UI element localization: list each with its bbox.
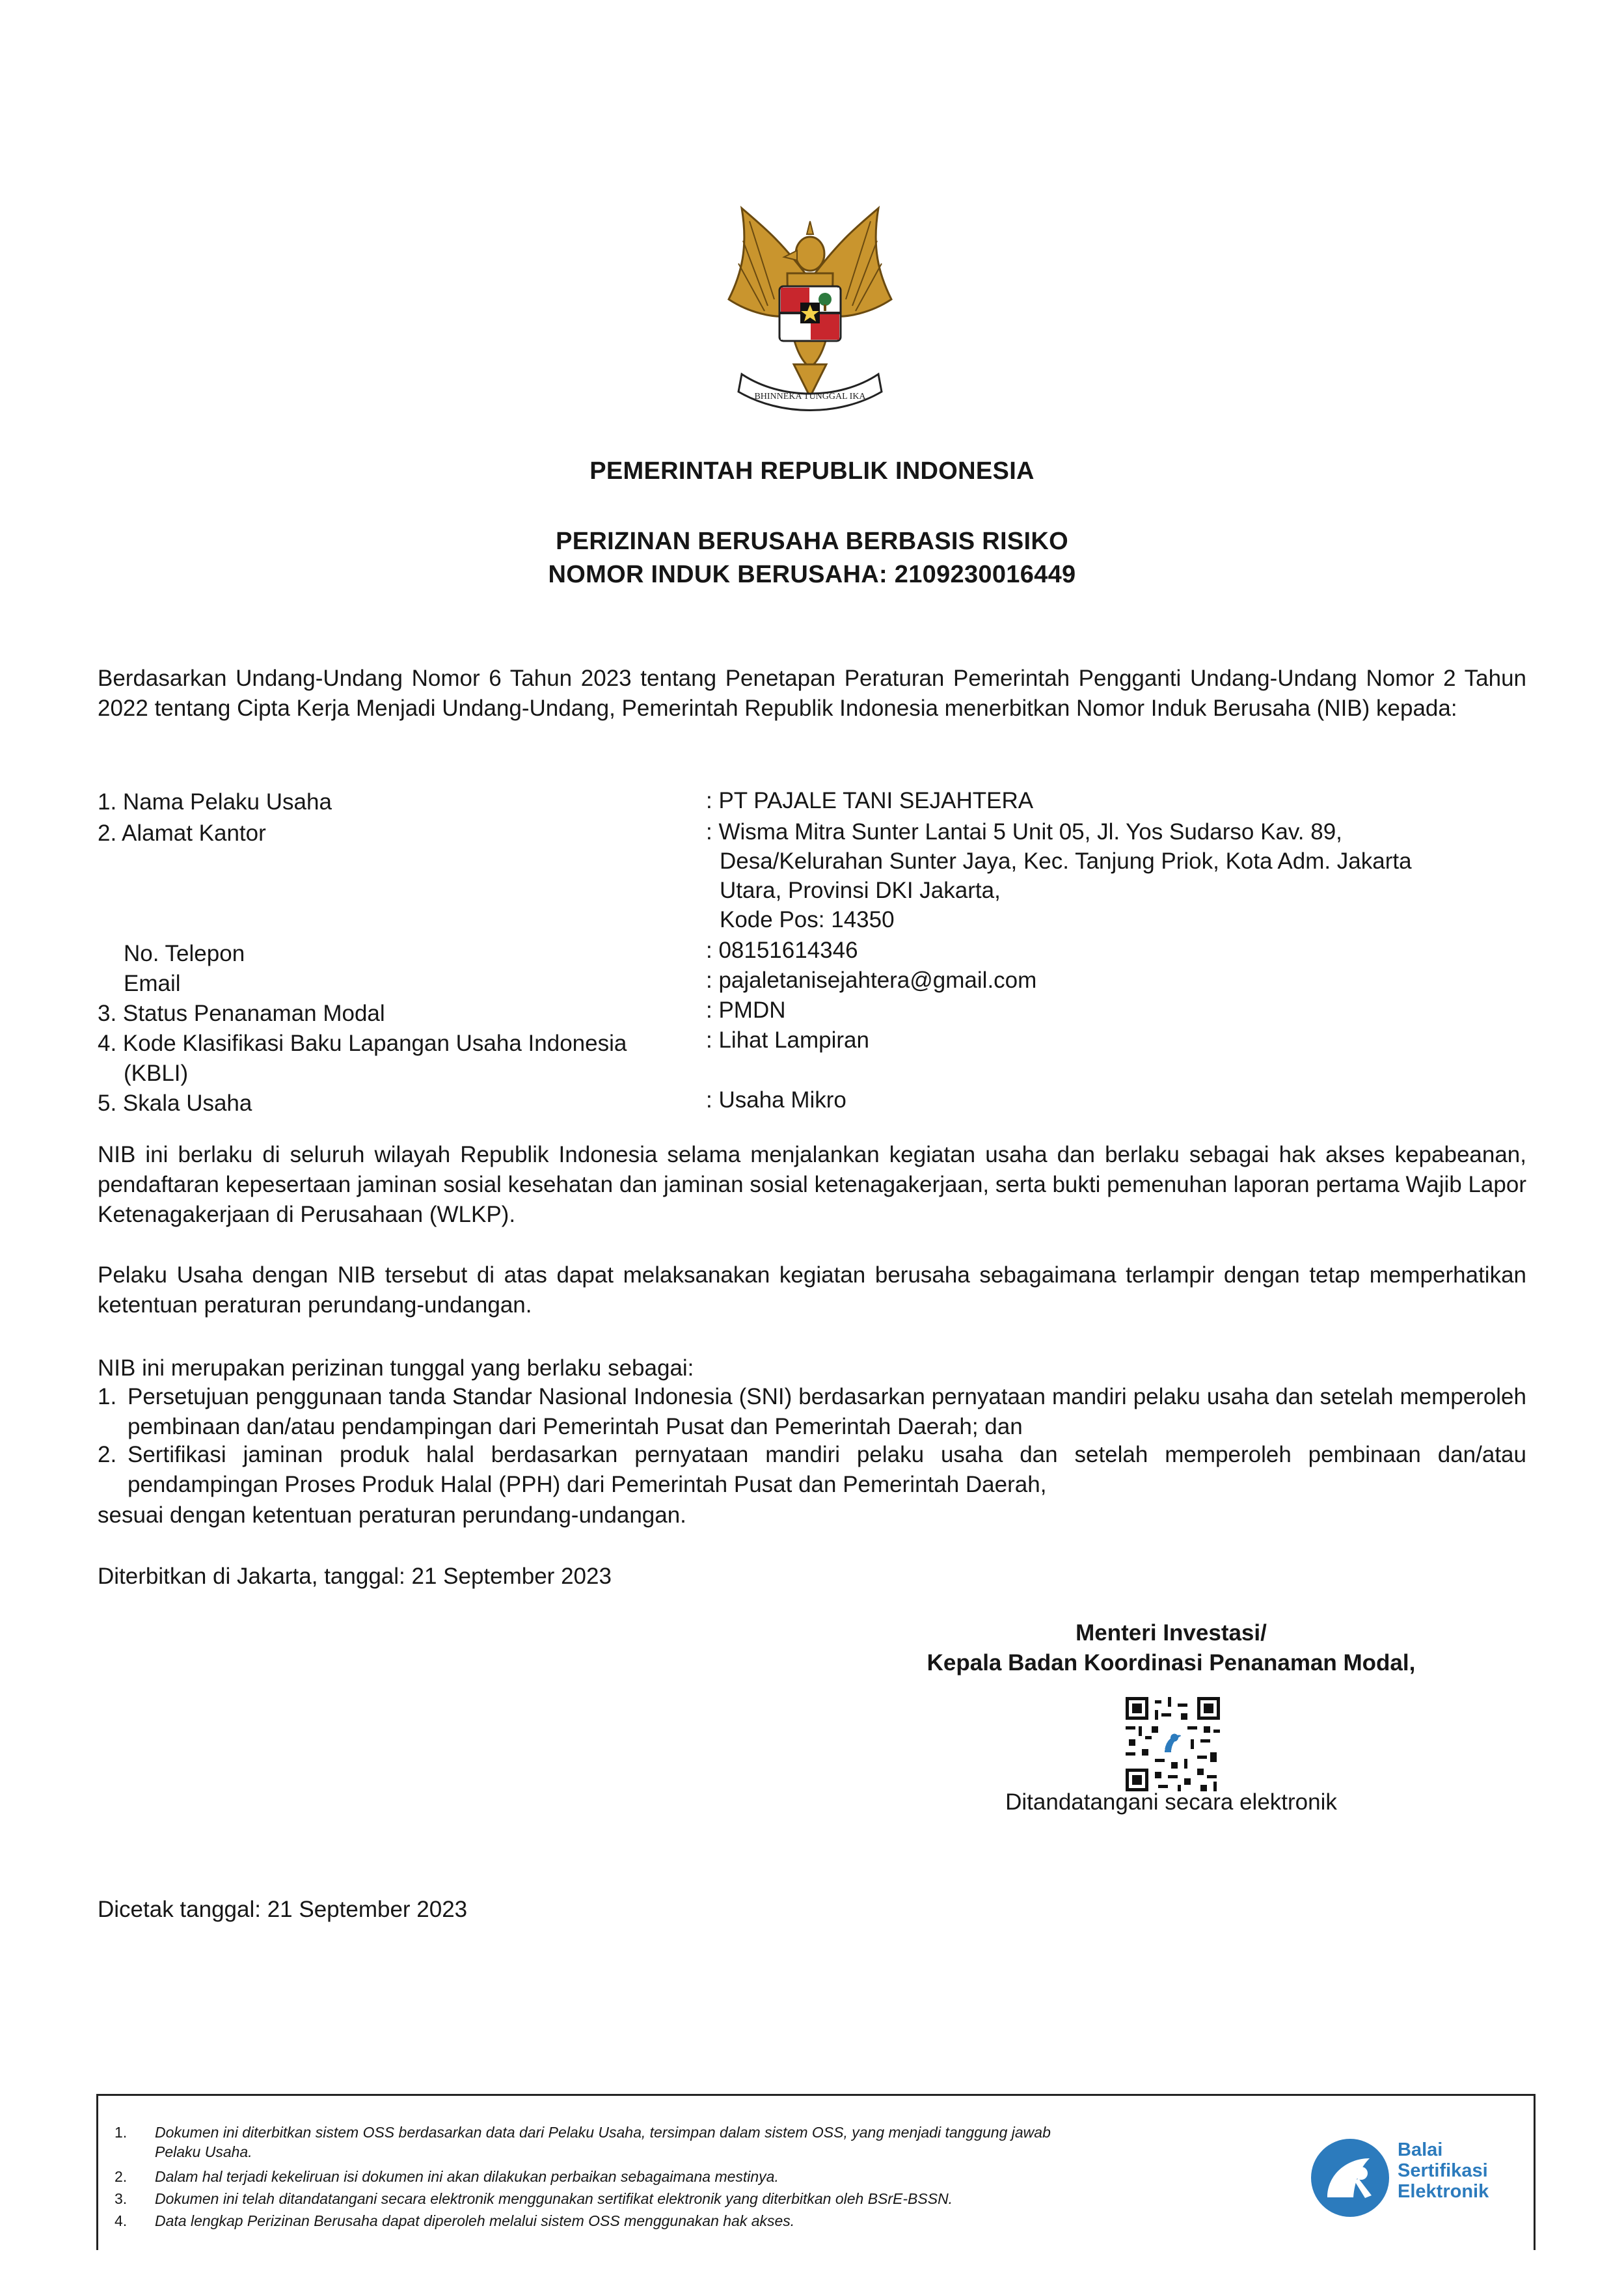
footnote-number: 3. [115,2190,128,2207]
bsre-logo-icon [1308,2136,1392,2220]
list-text: Sertifikasi jaminan produk halal berdasarkan pernyataan mandiri pelaku usaha dan setelah memperoleh pembinaan dan/atau pendampingan Proses Produk Halal (PPH) dari Pemerintah Pusat dan Pemerintah Daerah, [128,1442,1526,1497]
footnote [115,2167,1286,2186]
bsre-name-line: Sertifikasi [1398,2160,1488,2181]
qr-code-icon [1126,1697,1220,1791]
list-number: 1. [98,1384,117,1409]
list-item [98,1382,1526,1442]
field-value: : Usaha Mikro [706,1087,846,1113]
field-label: 1. Nama Pelaku Usaha [98,789,332,815]
footnote [115,2189,1286,2208]
footnote-number: 2. [115,2168,128,2185]
government-title: PEMERINTAH REPUBLIK INDONESIA [589,457,1035,485]
single-license-outro: sesuai dengan ketentuan peraturan perundang-undangan. [98,1502,686,1528]
permit-title: PERIZINAN BERUSAHA BERBASIS RISIKO [556,528,1068,555]
signatory-title: Menteri Investasi/ [1076,1620,1267,1646]
field-value: Kode Pos: 14350 [720,907,895,932]
electronic-signature-note: Ditandatangani secara elektronik [1005,1789,1337,1815]
footnote [115,2123,1286,2142]
single-license-intro: NIB ini merupakan perizinan tunggal yang berlaku sebagai: [98,1355,694,1381]
field-value: : PMDN [706,998,786,1023]
footnote [115,2142,1286,2162]
field-value: Utara, Provinsi DKI Jakarta, [720,878,1001,903]
obligation-paragraph: Pelaku Usaha dengan NIB tersebut di atas dapat melaksanakan kegiatan berusaha sebagaimana terlampir dengan tetap memperhatikan ketentuan peraturan perundang-undangan. [98,1262,1526,1318]
field-value: : Lihat Lampiran [706,1027,869,1053]
field-label: No. Telepon [124,941,245,966]
emblem-motto: BHINNEKA TUNGGAL IKA [754,392,866,401]
field-label: Email [124,971,181,996]
printed-date: Dicetak tanggal: 21 September 2023 [98,1897,468,1922]
footnote-text: Data lengkap Perizinan Berusaha dapat diperoleh melalui sistem OSS menggunakan hak akses. [155,2212,795,2229]
signatory-office: Kepala Badan Koordinasi Penanaman Modal, [927,1650,1416,1676]
footnote-text: Dokumen ini diterbitkan sistem OSS berdasarkan data dari Pelaku Usaha, tersimpan dalam sistem OSS, yang menjadi tanggung jawab [155,2124,1051,2141]
field-label: 3. Status Penanaman Modal [98,1001,385,1026]
list-number: 2. [98,1442,117,1467]
issued-date: Diterbitkan di Jakarta, tanggal: 21 September 2023 [98,1564,612,1589]
footnote-number: 1. [115,2124,128,2141]
field-label: 4. Kode Klasifikasi Baku Lapangan Usaha Indonesia [98,1031,627,1056]
bsre-name-line: Balai [1398,2139,1443,2160]
field-value: : pajaletanisejahtera@gmail.com [706,968,1037,993]
field-value: : PT PAJALE TANI SEJAHTERA [706,788,1034,813]
footnote-text: Pelaku Usaha. [155,2143,252,2160]
field-value: Desa/Kelurahan Sunter Jaya, Kec. Tanjung Priok, Kota Adm. Jakarta [720,848,1412,874]
field-label: 5. Skala Usaha [98,1091,252,1116]
footnote-number: 4. [115,2212,128,2229]
footnote-text: Dalam hal terjadi kekeliruan isi dokumen ini akan dilakukan perbaikan sebagaimana mestinya. [155,2168,779,2185]
footnote [115,2211,1286,2231]
field-value: : Wisma Mitra Sunter Lantai 5 Unit 05, Jl. Yos Sudarso Kav. 89, [706,819,1342,845]
intro-paragraph: Berdasarkan Undang-Undang Nomor 6 Tahun 2023 tentang Penetapan Peraturan Pemerintah Pengganti Undang-Undang Nomor 2 Tahun 2022 tentang Cipta Kerja Menjadi Undang-Undang, Pemerintah Republik Indonesia menerbitkan Nomor Induk Berusaha (NIB) kepada: [98,666,1526,721]
validity-paragraph: NIB ini berlaku di seluruh wilayah Republik Indonesia selama menjalankan kegiatan usaha dan berlaku sebagai hak akses kepabeanan, pendaftaran kepesertaan jaminan sosial kesehatan dan jaminan sosial ketenagakerjaan, serta bukti pemenuhan laporan pertama Wajib Lapor Ketenagakerjaan di Perusahaan (WLKP). [98,1142,1526,1227]
bsre-name-line: Elektronik [1398,2181,1489,2202]
field-value: : 08151614346 [706,938,858,963]
field-label: (KBLI) [124,1061,189,1086]
nib-number: NOMOR INDUK BERUSAHA: 2109230016449 [548,561,1076,588]
list-text: Persetujuan penggunaan tanda Standar Nasional Indonesia (SNI) berdasarkan pernyataan mandiri pelaku usaha dan setelah memperoleh pembinaan dan/atau pendampingan dari Pemerintah Pusat dan Pemerintah Daerah; dan [128,1384,1526,1439]
footnote-text: Dokumen ini telah ditandatangani secara elektronik menggunakan sertifikat elektronik yang diterbitkan oleh BSrE-BSSN. [155,2190,953,2207]
field-label: 2. Alamat Kantor [98,821,266,846]
list-item [98,1440,1526,1500]
garuda-emblem-icon [703,202,917,423]
